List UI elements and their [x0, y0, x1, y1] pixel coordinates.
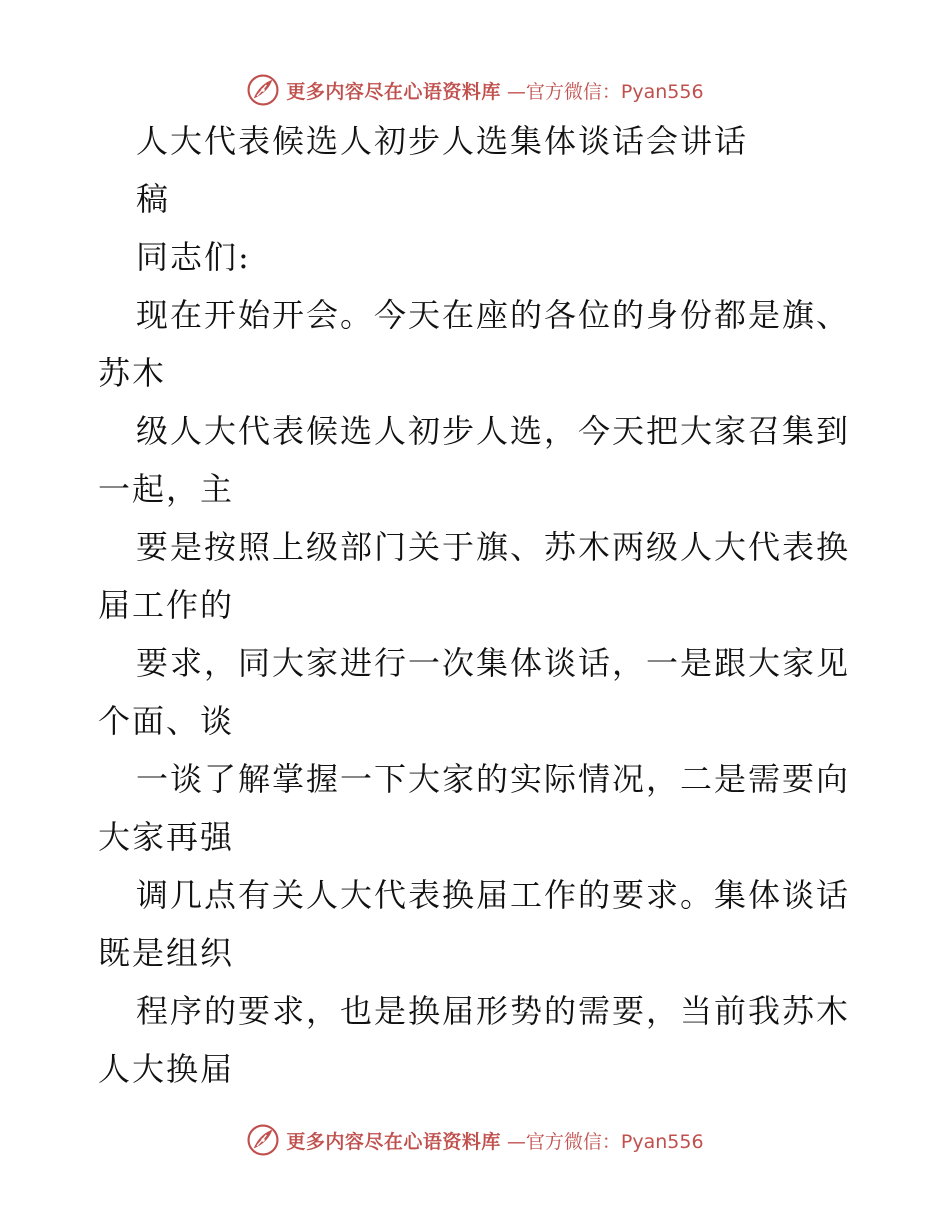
paragraph-line: 要是按照上级部门关于旗、苏木两级人大代表换 [136, 528, 851, 566]
document-body [98, 122, 858, 1108]
paragraph-line: 大家再强 [98, 818, 235, 856]
paragraph-line: 级人大代表候选人初步人选，今天把大家召集到 [136, 412, 851, 450]
paragraph-line: 调几点有关人大代表换届工作的要求。集体谈话 [136, 876, 851, 914]
salutation: 同志们: [136, 238, 251, 276]
pen-nib-logo-icon [246, 73, 280, 107]
banner-contact-text: —官方微信：Pyan556 [506, 1130, 704, 1153]
paragraph-line: 人大换届 [98, 1050, 235, 1088]
pen-nib-logo-icon [246, 1123, 280, 1157]
paragraph-line: 程序的要求，也是换届形势的需要，当前我苏木 [136, 992, 851, 1030]
paragraph-line: 现在开始开会。今天在座的各位的身份都是旗、 [136, 296, 851, 334]
paragraph-line: 既是组织 [98, 934, 235, 972]
paragraph-line: 一谈了解掌握一下大家的实际情况，二是需要向 [136, 760, 851, 798]
header-banner [0, 70, 950, 110]
paragraph-line: 要求，同大家进行一次集体谈话，一是跟大家见 [136, 644, 851, 682]
paragraph-line: 苏木 [98, 354, 167, 392]
banner-brand-text: 更多内容尽在心语资料库 [286, 1130, 501, 1153]
title-line-1: 人大代表候选人初步人选集体谈话会讲话 [136, 122, 749, 160]
footer-banner [0, 1120, 950, 1160]
paragraph-line: 个面、谈 [98, 702, 235, 740]
paragraph-line: 一起，主 [98, 470, 235, 508]
banner-contact-text: —官方微信：Pyan556 [506, 80, 704, 103]
banner-brand-text: 更多内容尽在心语资料库 [286, 80, 501, 103]
paragraph-line: 届工作的 [98, 586, 235, 624]
title-line-2: 稿 [136, 180, 171, 218]
